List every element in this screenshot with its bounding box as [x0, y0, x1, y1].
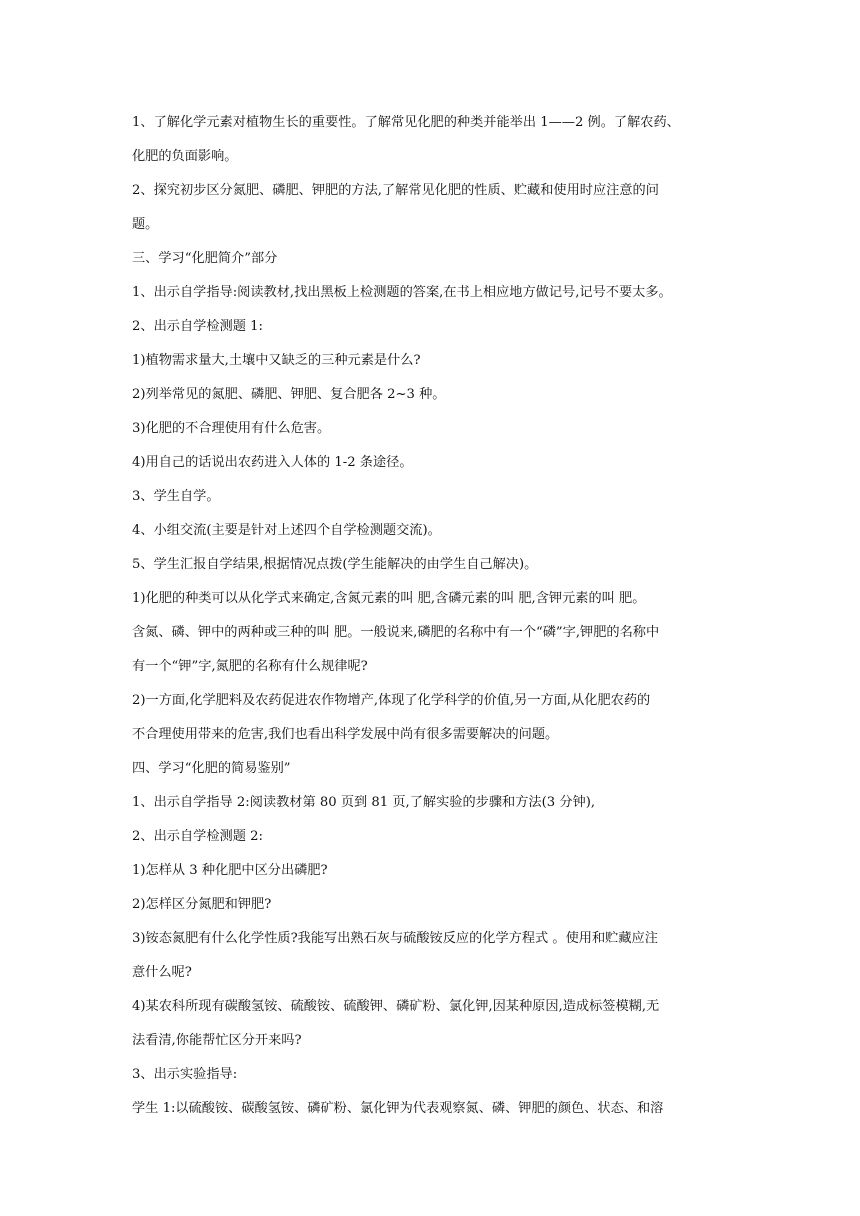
text-line: 4)某农科所现有碳酸氢铵、硫酸铵、硫酸钾、磷矿粉、氯化钾,因某种原因,造成标签模糊,无 [132, 999, 660, 1014]
text-line: 1)植物需求量大,土壤中又缺乏的三种元素是什么? [132, 353, 421, 368]
text-line: 1、出示自学指导 2:阅读教材第 80 页到 81 页,了解实验的步骤和方法(3 分钟), [132, 795, 596, 810]
text-line: 2、探究初步区分氮肥、磷肥、钾肥的方法,了解常见化肥的性质、贮藏和使用时应注意的问 [132, 183, 659, 198]
text-line: 3、出示实验指导: [132, 1067, 238, 1082]
section-heading: 三、学习“化肥简介”部分 [132, 251, 278, 266]
text-line: 1、出示自学指导:阅读教材,找出黑板上检测题的答案,在书上相应地方做记号,记号不要太多。 [132, 285, 672, 300]
text-line: 2)列举常见的氮肥、磷肥、钾肥、复合肥各 2~3 种。 [132, 387, 446, 402]
text-line: 2、出示自学检测题 2: [132, 829, 263, 844]
text-line: 不合理使用带来的危害,我们也看出科学发展中尚有很多需要解决的问题。 [132, 727, 559, 742]
text-line: 法看清,你能帮忙区分开来吗? [132, 1033, 302, 1048]
text-line: 学生 1:以硫酸铵、碳酸氢铵、磷矿粉、氯化钾为代表观察氮、磷、钾肥的颜色、状态、和溶 [132, 1101, 664, 1116]
text-line: 意什么呢? [132, 965, 192, 980]
text-line: 5、学生汇报自学结果,根据情况点拨(学生能解决的由学生自己解决)。 [132, 557, 538, 572]
text-line: 1)化肥的种类可以从化学式来确定,含氮元素的叫 肥,含磷元素的叫 肥,含钾元素的叫 肥。 [132, 591, 646, 606]
text-line: 3、学生自学。 [132, 489, 220, 504]
text-line: 1、了解化学元素对植物生长的重要性。了解常见化肥的种类并能举出 1——2 例。了解农药、 [132, 115, 680, 130]
text-line: 1)怎样从 3 种化肥中区分出磷肥? [132, 863, 328, 878]
text-line: 3)铵态氮肥有什么化学性质?我能写出熟石灰与硫酸铵反应的化学方程式 。使用和贮藏应注 [132, 931, 658, 946]
document-body [132, 106, 732, 1126]
text-line: 有一个“钾”字,氮肥的名称有什么规律呢? [132, 659, 368, 674]
text-line: 含氮、磷、钾中的两种或三种的叫 肥。一般说来,磷肥的名称中有一个“磷”字,钾肥的名称中 [132, 625, 660, 640]
text-line: 化肥的负面影响。 [132, 149, 238, 164]
text-line: 题。 [132, 217, 159, 232]
text-line: 4)用自己的话说出农药进入人体的 1-2 条途径。 [132, 455, 413, 470]
section-heading: 四、学习“化肥的简易鉴别” [132, 761, 291, 776]
text-line: 4、小组交流(主要是针对上述四个自学检测题交流)。 [132, 523, 441, 538]
text-line: 2)怎样区分氮肥和钾肥? [132, 897, 272, 912]
text-line: 3)化肥的不合理使用有什么危害。 [132, 421, 331, 436]
text-line: 2、出示自学检测题 1: [132, 319, 263, 334]
text-line: 2)一方面,化学肥料及农药促进农作物增产,体现了化学科学的价值,另一方面,从化肥农药的 [132, 693, 651, 708]
